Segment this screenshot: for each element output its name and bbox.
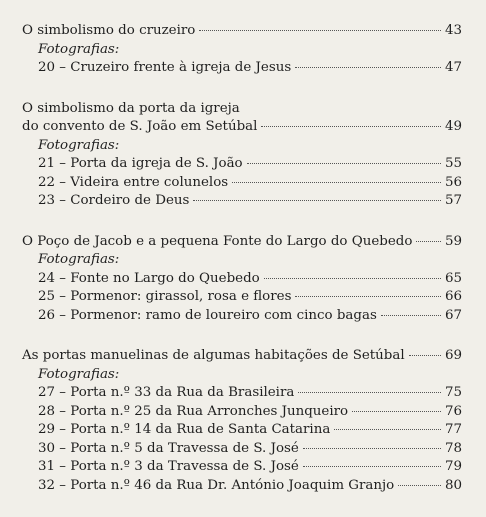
toc-section [22, 22, 462, 78]
entry-text: 30 – Porta n.º 5 da Travessa de S. José [38, 440, 299, 456]
page-number: 79 [444, 459, 462, 474]
entry-text: 22 – Videira entre colunelos [38, 174, 229, 190]
page-number: 80 [444, 477, 462, 493]
toc-entry [22, 307, 462, 326]
photos-subheading: Fotografias: [38, 137, 120, 153]
section-title-line: O simbolismo da porta da igreja [22, 100, 240, 116]
dot-leader [247, 163, 441, 164]
toc-entry [22, 458, 462, 477]
page-number: 75 [444, 385, 462, 400]
dot-leader [334, 429, 441, 430]
table-of-contents [22, 22, 462, 517]
photos-subheading: Fotografias: [38, 41, 120, 57]
page-number: 49 [444, 119, 462, 134]
toc-entry [22, 59, 462, 78]
entry-text: O simbolismo do cruzeiro [22, 23, 196, 38]
page-number: 67 [444, 307, 462, 323]
entry-text: As portas manuelinas de algumas habitações de Setúbal [22, 348, 405, 363]
toc-section [22, 233, 462, 326]
entry-text: 27 – Porta n.º 33 da Rua da Brasileira [38, 385, 295, 400]
entry-text: 28 – Porta n.º 25 da Rua Arronches Junqueiro [38, 403, 349, 419]
toc-entry [22, 155, 462, 174]
entry-text: do convento de S. João em Setúbal [22, 119, 258, 134]
dot-leader [352, 411, 441, 412]
page-number: 65 [444, 270, 462, 286]
toc-entry [22, 403, 462, 422]
entry-text: 23 – Cordeiro de Deus [38, 193, 190, 208]
toc-entry [22, 270, 462, 289]
toc-section [22, 347, 462, 495]
page-number: 59 [444, 233, 462, 249]
toc-entry [22, 477, 462, 496]
page-number: 55 [444, 156, 462, 171]
dot-leader [398, 485, 441, 486]
dot-leader [264, 278, 441, 279]
page-number: 56 [444, 174, 462, 190]
toc-entry [22, 174, 462, 193]
dot-leader [303, 466, 441, 467]
dot-leader [295, 67, 441, 68]
dot-leader [409, 355, 441, 356]
page-number: 57 [444, 193, 462, 208]
dot-leader [199, 30, 441, 31]
page-number: 78 [444, 440, 462, 456]
entry-text: O Poço de Jacob e a pequena Fonte do Largo do Quebedo [22, 233, 413, 249]
section-title [22, 347, 462, 366]
page-number: 47 [444, 60, 462, 75]
section-title [22, 118, 462, 137]
photos-subheading: Fotografias: [38, 366, 120, 382]
dot-leader [303, 448, 441, 449]
dot-leader [261, 126, 441, 127]
entry-text: 24 – Fonte no Largo do Quebedo [38, 270, 260, 286]
toc-entry [22, 192, 462, 211]
entry-text: 21 – Porta da igreja de S. João [38, 156, 243, 171]
dot-leader [193, 200, 441, 201]
entry-text: 25 – Pormenor: girassol, rosa e flores [38, 289, 292, 304]
section-title [22, 22, 462, 41]
entry-text: 31 – Porta n.º 3 da Travessa de S. José [38, 459, 299, 474]
entry-text: 26 – Pormenor: ramo de loureiro com cinco bagas [38, 307, 377, 323]
entry-text: 29 – Porta n.º 14 da Rua de Santa Catarina [38, 422, 331, 437]
page-number: 69 [444, 348, 462, 363]
page-number: 76 [444, 403, 462, 419]
page-number: 66 [444, 289, 462, 304]
photos-subheading: Fotografias: [38, 252, 120, 267]
dot-leader [295, 296, 441, 297]
entry-text: 20 – Cruzeiro frente à igreja de Jesus [38, 60, 292, 75]
page-number: 77 [444, 422, 462, 437]
dot-leader [298, 392, 441, 393]
toc-entry [22, 421, 462, 440]
toc-section [22, 100, 462, 211]
page-number: 43 [444, 23, 462, 38]
dot-leader [232, 182, 441, 183]
entry-text: 32 – Porta n.º 46 da Rua Dr. António Joaquim Granjo [38, 477, 395, 493]
toc-entry [22, 384, 462, 403]
toc-entry [22, 440, 462, 459]
toc-entry [22, 288, 462, 307]
dot-leader [416, 241, 441, 242]
dot-leader [381, 315, 441, 316]
section-title [22, 233, 462, 252]
